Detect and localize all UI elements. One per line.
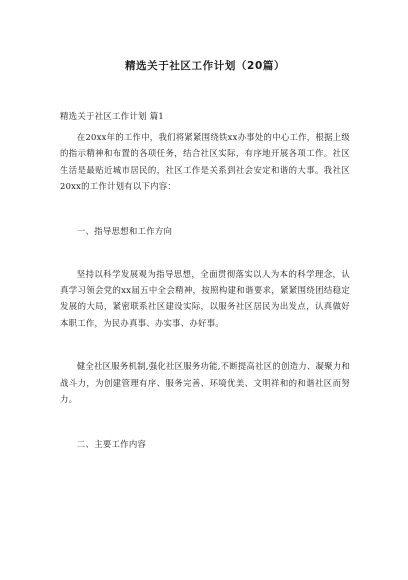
section-heading-guiding: 一、指导思想和工作方向 bbox=[76, 225, 173, 236]
document-title: 精选关于社区工作计划（20篇） bbox=[124, 60, 286, 72]
intro-paragraph: 在20xx年的工作中，我们将紧紧围绕铁xx办事处的中心工作，根据上级的指示精神和布置的各项任务，结合社区实际，有序地开展各项工作。社区生活是最贴近城市居民的，社区工作是关系到社会安定和谐的大事。我社区20xx的工作计划有以下内容： bbox=[60, 132, 350, 192]
guiding-paragraph: 坚持以科学发展观为指导思想，全面贯彻落实以人为本的科学理念，认真学习领会党的xx届五中全会精神，按照构建和谐要求，紧紧围绕团结稳定发展的大局，紧密联系社区建设实际，以服务社区居民为出发点，认真做好本职工作，为民办真事、办实事、办好事。 bbox=[60, 268, 350, 328]
service-paragraph: 健全社区服务机制,强化社区服务功能,不断提高社区的创造力、凝聚力和战斗力，为创建管理有序、服务完善、环境优美、文明祥和的和谐社区而努力。 bbox=[60, 361, 350, 405]
article-subtitle: 精选关于社区工作计划 篇1 bbox=[60, 111, 165, 121]
section-heading-main-work: 二、主要工作内容 bbox=[76, 439, 147, 450]
